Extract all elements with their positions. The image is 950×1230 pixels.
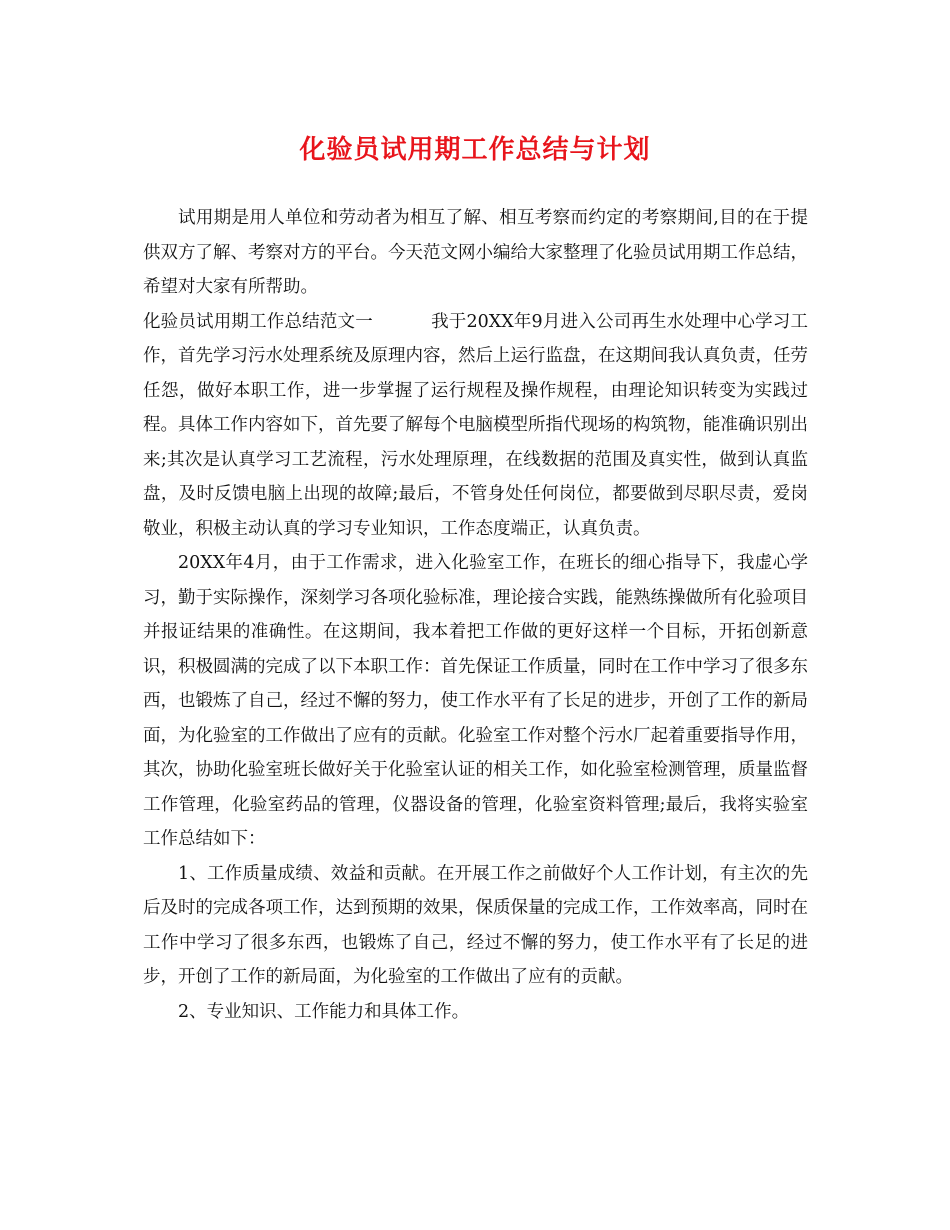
paragraph-april: 20XX年4月，由于工作需求，进入化验室工作，在班长的细心指导下，我虚心学习，勤于实际操作，深刻学习各项化验标准，理论接合实践，能熟练操做所有化验项目并报证结果的准确性。在这期间，我本着把工作做的更好这样一个目标，开拓创新意识，积极圆满的完成了以下本职工作：首先保证工作质量，同时在工作中学习了很多东西，也锻炼了自己，经过不懈的努力，使工作水平有了长足的进步，开创了工作的新局面，为化验室的工作做出了应有的贡献。化验室工作对整个污水厂起着重要指导作用，其次，协助化验室班长做好关于化验室认证的相关工作，如化验室检测管理，质量监督工作管理，化验室药品的管理，仪器设备的管理，化验室资料管理;最后，我将实验室工作总结如下：: [143, 553, 808, 849]
list-item-2: 2、专业知识、工作能力和具体工作。: [178, 1001, 470, 1022]
section-heading: 化验员试用期工作总结范文一: [143, 311, 373, 332]
section-one-text: 我于20XX年9月进入公司再生水处理中心学习工作，首先学习污水处理系统及原理内容，然后上运行监盘，在这期间我认真负责，任劳任怨，做好本职工作，进一步掌握了运行规程及操作规程，由理论知识转变为实践过程。具体工作内容如下，首先要了解每个电脑模型所指代现场的构筑物，能准确识别出来;其次是认真学习工艺流程，污水处理原理，在线数据的范围及真实性，做到认真监盘，及时反馈电脑上出现的故障;最后，不管身处任何岗位，都要做到尽职尽责，爱岗敬业，积极主动认真的学习专业知识，工作态度端正，认真负责。: [143, 311, 808, 539]
document-body: [143, 201, 808, 1029]
paragraph-intro: 试用期是用人单位和劳动者为相互了解、相互考察而约定的考察期间,目的在于提供双方了解、考察对方的平台。今天范文网小编给大家整理了化验员试用期工作总结，希望对大家有所帮助。: [143, 208, 808, 297]
document-title: 化验员试用期工作总结与计划: [299, 135, 651, 165]
list-item-1: 1、工作质量成绩、效益和贡献。在开展工作之前做好个人工作计划，有主次的先后及时的完成各项工作，达到预期的效果，保质保量的完成工作，工作效率高，同时在工作中学习了很多东西，也锻炼了自己，经过不懈的努力，使工作水平有了长足的进步，开创了工作的新局面，为化验室的工作做出了应有的贡献。: [143, 863, 808, 987]
paragraph-section-one: [143, 305, 808, 547]
